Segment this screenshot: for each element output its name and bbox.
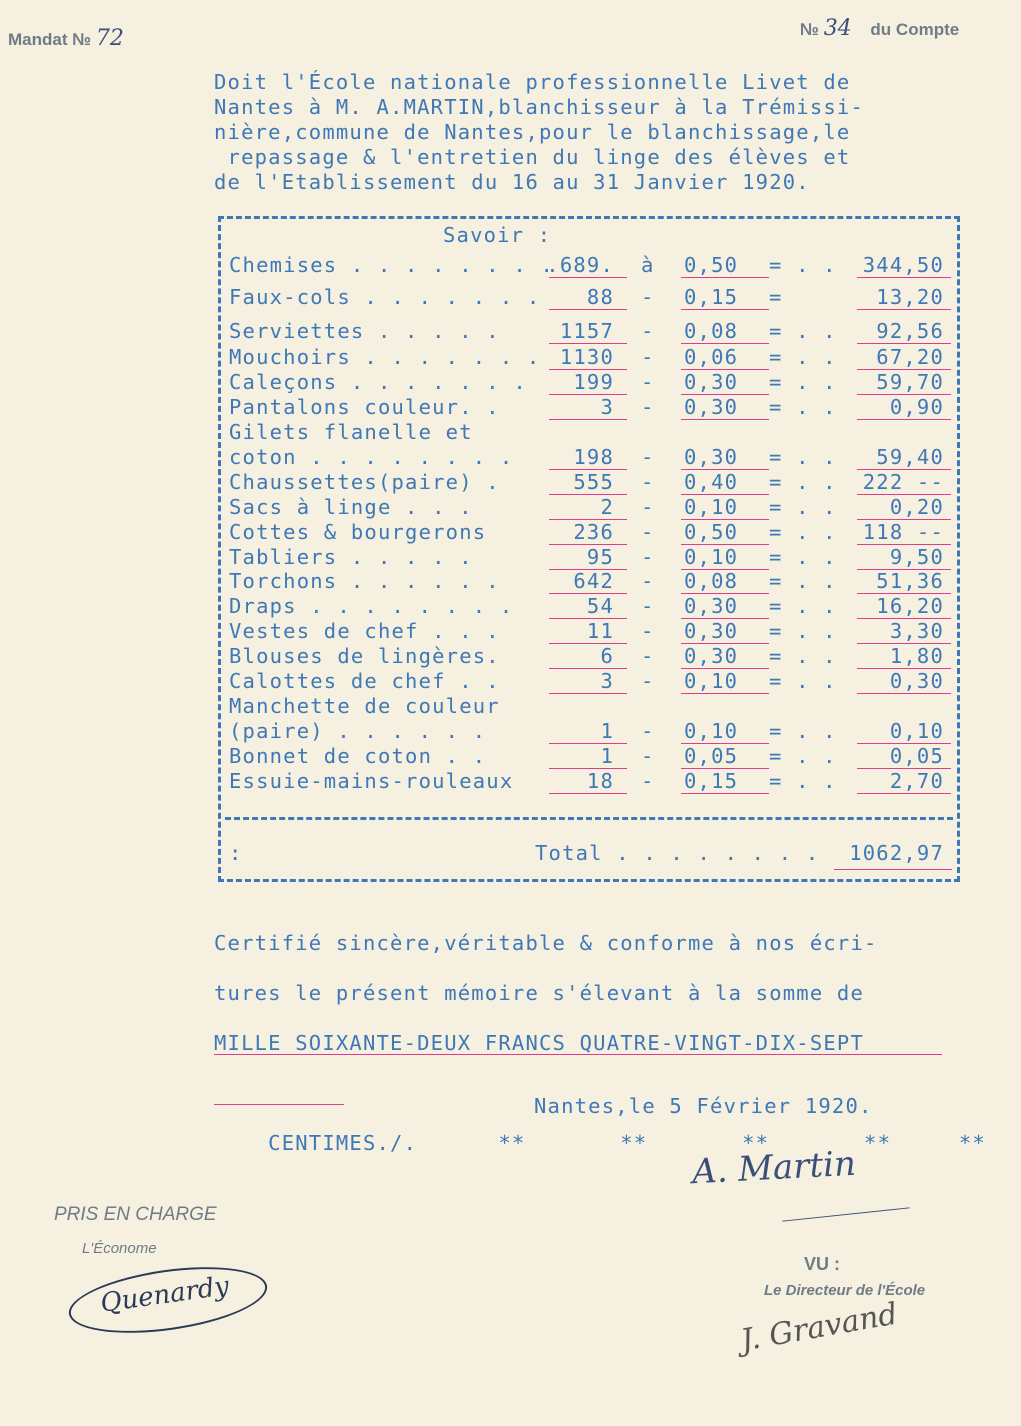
item-label: Manchette de couleur	[229, 694, 500, 718]
amount-underline	[857, 693, 951, 694]
item-operator: -	[641, 569, 655, 593]
rate-underline	[681, 693, 769, 694]
item-amount: 3,30	[889, 619, 944, 643]
item-amount: 0,05	[889, 744, 944, 768]
item-operator: -	[641, 644, 655, 668]
item-label: Chemises . . . . . . . .	[229, 253, 555, 277]
item-quantity: 54	[586, 594, 614, 618]
item-amount: 222 --	[862, 470, 944, 494]
item-label: Tabliers . . . . .	[229, 545, 473, 569]
item-amount: 2,70	[889, 769, 944, 793]
item-rate: 0,40	[684, 470, 739, 494]
item-equals: = . .	[769, 395, 837, 419]
amount-underline	[857, 793, 951, 794]
rate-underline	[681, 309, 769, 310]
rate-underline	[681, 793, 769, 794]
quantity-underline	[549, 309, 627, 310]
item-amount: 0,10	[889, 719, 944, 743]
compte-number-label: №	[800, 20, 819, 39]
item-amount: 51,36	[876, 569, 944, 593]
directeur-signature: J. Gravand	[738, 1296, 901, 1359]
item-rate: 0,15	[684, 285, 739, 309]
item-quantity: 6	[600, 644, 614, 668]
total-underline	[834, 869, 952, 870]
item-rate: 0,30	[684, 395, 739, 419]
item-equals: = . .	[769, 470, 837, 494]
item-label: Caleçons . . . . . . .	[229, 370, 527, 394]
item-equals: = . .	[769, 769, 837, 793]
laundry-table	[218, 216, 960, 882]
item-label: Sacs à linge . . .	[229, 495, 473, 519]
item-equals: = . .	[769, 495, 837, 519]
item-operator: -	[641, 619, 655, 643]
cert-line	[214, 1018, 974, 1068]
header-line: repassage & l'entretien du linge des élèves et	[214, 145, 851, 169]
amount-underline	[857, 419, 951, 420]
item-label: Bonnet de coton . .	[229, 744, 487, 768]
amount-underline	[857, 277, 951, 278]
item-equals: = . .	[769, 644, 837, 668]
item-operator: -	[641, 445, 655, 469]
stamp-econome: L'Économe	[82, 1240, 157, 1257]
item-operator: -	[641, 470, 655, 494]
item-operator: -	[641, 669, 655, 693]
mandat-label-group	[8, 26, 124, 51]
item-rate: 0,08	[684, 319, 739, 343]
compte-label: du Compte	[870, 20, 960, 39]
item-quantity: 11	[586, 619, 614, 643]
item-amount: 1,80	[889, 644, 944, 668]
item-rate: 0,08	[684, 569, 739, 593]
amount-underline	[857, 309, 951, 310]
item-label: Gilets flanelle et	[229, 420, 473, 444]
rate-underline	[681, 277, 769, 278]
item-operator: -	[641, 345, 655, 369]
item-operator: -	[641, 545, 655, 569]
item-label: Cottes & bourgerons	[229, 520, 487, 544]
item-operator: -	[641, 594, 655, 618]
item-rate: 0,10	[684, 545, 739, 569]
item-operator: -	[641, 319, 655, 343]
item-quantity: 236	[573, 520, 614, 544]
item-equals: = . .	[769, 744, 837, 768]
rate-underline	[681, 419, 769, 420]
item-operator: -	[641, 395, 655, 419]
mandat-number: 72	[95, 26, 124, 51]
item-equals: = . .	[769, 319, 837, 343]
item-label: (paire) . . . . . .	[229, 719, 487, 743]
item-quantity: 1	[600, 744, 614, 768]
item-equals: = . .	[769, 669, 837, 693]
item-label: Torchons . . . . . .	[229, 569, 500, 593]
table-divider	[225, 817, 953, 820]
econome-signature: Quenardy	[98, 1271, 231, 1319]
item-rate: 0,10	[684, 495, 739, 519]
item-label: Serviettes . . . . .	[229, 319, 500, 343]
item-label: Mouchoirs . . . . . . .	[229, 345, 541, 369]
item-equals: = . .	[769, 445, 837, 469]
item-label: Chaussettes(paire) .	[229, 470, 500, 494]
item-amount: 0,20	[889, 495, 944, 519]
item-quantity: 2	[600, 495, 614, 519]
item-operator: -	[641, 769, 655, 793]
certification-paragraph	[214, 918, 986, 1268]
quantity-underline	[549, 419, 627, 420]
item-quantity: 3	[600, 395, 614, 419]
rate-underline	[681, 343, 769, 344]
quantity-underline	[549, 793, 627, 794]
item-rate: 0,06	[684, 345, 739, 369]
item-amount: 9,50	[889, 545, 944, 569]
item-equals: = . .	[769, 569, 837, 593]
item-rate: 0,10	[684, 669, 739, 693]
item-quantity: .689.	[546, 253, 614, 277]
item-equals: = . .	[769, 253, 837, 277]
total-prefix: :	[229, 841, 243, 865]
item-operator: -	[641, 285, 655, 309]
stamp-pris-en-charge: PRIS EN CHARGE	[54, 1204, 217, 1225]
item-equals: = . .	[769, 719, 837, 743]
amount-in-words: MILLE SOIXANTE-DEUX FRANCS QUATRE-VINGT-DIX-SEPT	[214, 1031, 865, 1055]
item-label: Pantalons couleur. .	[229, 395, 500, 419]
item-rate: 0,50	[684, 253, 739, 277]
item-amount: 59,70	[876, 370, 944, 394]
item-operator: -	[641, 744, 655, 768]
item-operator: -	[641, 719, 655, 743]
compte-number: 34	[823, 16, 852, 41]
item-equals: =	[769, 285, 783, 309]
item-quantity: 199	[573, 370, 614, 394]
item-amount: 92,56	[876, 319, 944, 343]
item-amount: 13,20	[876, 285, 944, 309]
header-line: Nantes à M. A.MARTIN,blanchisseur à la Trémissi-	[214, 95, 865, 119]
date-line: Nantes,le 5 Février 1920.	[534, 1094, 873, 1118]
table-heading: Savoir :	[443, 223, 552, 247]
centimes-underline	[214, 1104, 344, 1105]
item-equals: = . .	[769, 345, 837, 369]
amount-words-underline	[214, 1054, 942, 1055]
item-quantity: 1130	[559, 345, 614, 369]
item-rate: 0,30	[684, 445, 739, 469]
item-equals: = . .	[769, 545, 837, 569]
item-operator: -	[641, 520, 655, 544]
item-quantity: 95	[586, 545, 614, 569]
item-quantity: 18	[586, 769, 614, 793]
item-equals: = . .	[769, 370, 837, 394]
item-equals: = . .	[769, 520, 837, 544]
item-rate: 0,05	[684, 744, 739, 768]
header-line: Doit l'École nationale professionnelle Livet de	[214, 70, 851, 94]
quantity-underline	[549, 693, 627, 694]
item-label: coton . . . . . . . .	[229, 445, 514, 469]
cert-line: Certifié sincère,véritable & conforme à nos écri-	[214, 931, 878, 955]
cert-line: tures le présent mémoire s'élevant à la somme de	[214, 981, 865, 1005]
item-quantity: 1157	[559, 319, 614, 343]
item-quantity: 88	[586, 285, 614, 309]
item-rate: 0,30	[684, 370, 739, 394]
item-quantity: 3	[600, 669, 614, 693]
item-operator: -	[641, 495, 655, 519]
martin-signature: A. Martin	[691, 1143, 857, 1193]
total-row	[229, 841, 949, 867]
item-operator: à	[641, 253, 655, 277]
item-amount: 344,50	[862, 253, 944, 277]
item-rate: 0,30	[684, 619, 739, 643]
item-amount: 67,20	[876, 345, 944, 369]
item-rate: 0,50	[684, 520, 739, 544]
item-quantity: 642	[573, 569, 614, 593]
item-label: Draps . . . . . . . .	[229, 594, 514, 618]
item-quantity: 1	[600, 719, 614, 743]
item-rate: 0,30	[684, 594, 739, 618]
item-amount: 59,40	[876, 445, 944, 469]
header-line: de l'Etablissement du 16 au 31 Janvier 1920.	[214, 170, 810, 194]
quantity-underline	[549, 343, 627, 344]
item-rate: 0,30	[684, 644, 739, 668]
item-quantity: 555	[573, 470, 614, 494]
item-amount: 0,30	[889, 669, 944, 693]
centimes-line: CENTIMES./. ** ** ** ** **	[268, 1131, 986, 1155]
item-quantity: 198	[573, 445, 614, 469]
item-amount: 0,90	[889, 395, 944, 419]
item-operator: -	[641, 370, 655, 394]
total-amount: 1062,97	[849, 841, 944, 865]
item-label: Faux-cols . . . . . . .	[229, 285, 541, 309]
item-rate: 0,10	[684, 719, 739, 743]
amount-underline	[857, 343, 951, 344]
header-line: nière,commune de Nantes,pour le blanchissage,le	[214, 120, 851, 144]
header-paragraph	[214, 70, 994, 195]
item-equals: = . .	[769, 619, 837, 643]
item-amount: 16,20	[876, 594, 944, 618]
item-label: Calottes de chef . .	[229, 669, 500, 693]
stamp-directeur: Le Directeur de l'École	[764, 1282, 926, 1299]
compte-label-group	[800, 16, 959, 41]
item-label: Vestes de chef . . .	[229, 619, 500, 643]
quantity-underline	[549, 277, 627, 278]
item-label: Blouses de lingères.	[229, 644, 500, 668]
mandat-label: Mandat №	[8, 30, 92, 49]
stamp-vu: VU :	[804, 1254, 840, 1274]
item-amount: 118 --	[862, 520, 944, 544]
total-label: Total . . . . . . . .	[535, 841, 820, 865]
item-equals: = . .	[769, 594, 837, 618]
item-rate: 0,15	[684, 769, 739, 793]
item-label: Essuie-mains-rouleaux	[229, 769, 514, 793]
